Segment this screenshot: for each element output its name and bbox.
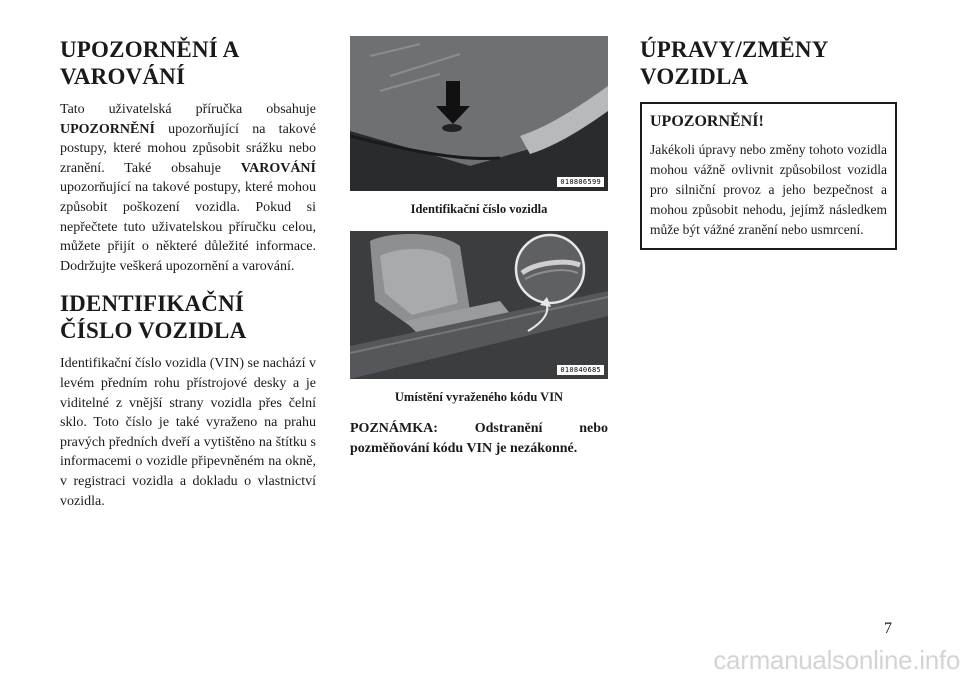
bold-term-warning: VAROVÁNÍ [240,160,316,176]
windshield-illustration [350,36,608,191]
vin-paragraph: Identifikační číslo vozidla (VIN) se nachází v levém předním rohu přístrojové desky a je viditelné z vnější strany vozidla přes čelní sklo. Toto číslo je také vyraženo na prahu pravých předních dveří a vytištěno na štítku s informacemi o vozidle připevněném na okně, v registraci vozidla a dokladu o vlastnictví vozidla. [60,356,316,509]
heading-modifications: ÚPRAVY/ZMĚNY VOZIDLA [640,37,828,89]
left-column [60,36,316,523]
watermark: carmanualsonline.info [713,645,960,675]
heading-vin: IDENTIFIKAČNÍ ČÍSLO VOZIDLA [60,291,247,344]
heading-warnings: UPOZORNĚNÍ A VAROVÁNÍ [60,37,239,89]
figure-code: 010840685 [557,365,604,375]
page-number: 7 [884,620,892,637]
warning-title: UPOZORNĚNÍ! [650,113,764,130]
bold-term-caution: UPOZORNĚNÍ [60,121,155,137]
figure-vin-windshield [350,36,608,191]
warning-box [640,102,897,250]
figure1-caption: Identifikační číslo vozidla [410,202,548,216]
text-run: upozorňující na takové postupy, které mohou způsobit poškození vozidla. Pokud si nepřečtete tuto uživatelskou příručku celou, můžete přijít o některé důležité informace. Dodržujte veškerá upozornění a varování. [60,180,316,274]
seat-sill-illustration [350,231,608,379]
warning-text: Jakékoli úpravy nebo změny tohoto vozidla mohou vážně ovlivnit způsobilost vozidla pro silniční provoz a jeho bezpečnost a mohou způsobit nehodu, jejímž následkem může být vážné zranění nebo usmrcení. [650,142,887,237]
middle-column [350,36,608,458]
figure-code: 010806599 [557,177,604,187]
vin-note: POZNÁMKA: Odstranění nebo pozměňování kódu VIN je nezákonné. [350,421,608,456]
text-run: Tato uživatelská příručka obsahuje [60,102,316,117]
text-run: upozorňující na takové postupy, které mohou způsobit srážku nebo zranění. Také obsahuje [60,121,316,176]
figure-vin-stamp [350,231,608,379]
figure2-caption: Umístění vyraženého kódu VIN [394,390,564,404]
right-column [640,36,897,250]
warnings-paragraph [60,100,316,276]
